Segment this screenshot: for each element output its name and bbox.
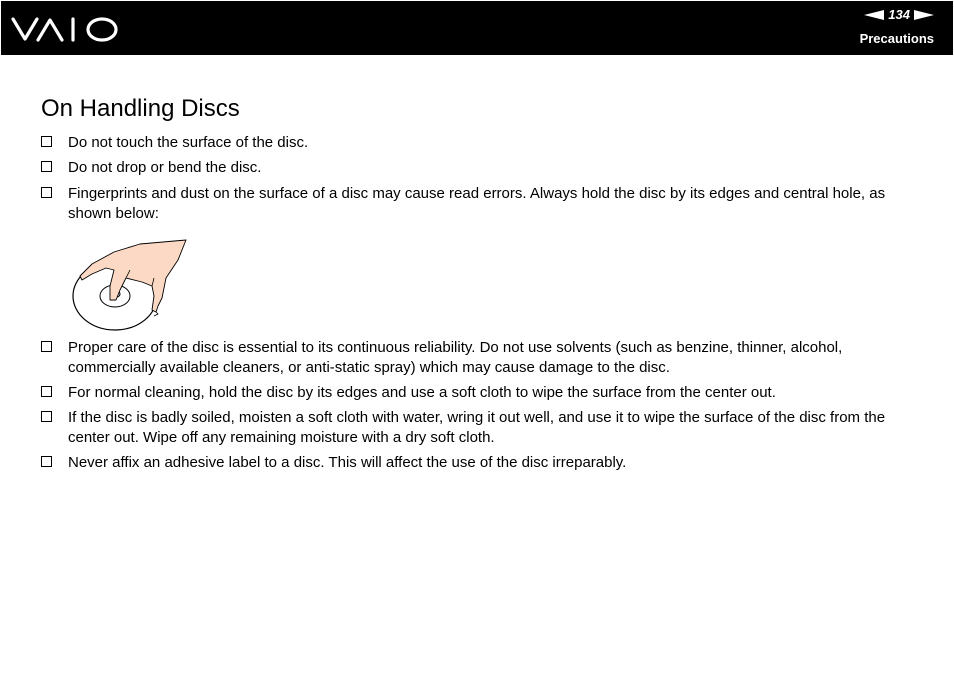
list-item (41, 158, 921, 178)
list-item-text: If the disc is badly soiled, moisten a soft cloth with water, wring it out well, and use it to wipe the surface of the disc from the center out. Wipe off any remaining moisture with a dry soft cloth. (68, 409, 886, 446)
list-item (41, 338, 921, 378)
hand-holding-disc-illustration (70, 238, 190, 334)
list-item (41, 408, 921, 448)
list-item (41, 453, 921, 473)
checkbox-bullet-icon (41, 161, 52, 172)
list-item-text: Do not touch the surface of the disc. (68, 134, 309, 151)
page-navigation (864, 7, 934, 22)
checkbox-bullet-icon (41, 411, 52, 422)
list-item-text: Proper care of the disc is essential to its continuous reliability. Do not use solvents (such as benzine, thinner, alcohol, commercially available cleaners, or anti-static spray) which may cause damage to the disc. (68, 339, 843, 376)
list-item (41, 184, 921, 224)
triangle-right-icon[interactable] (914, 10, 934, 20)
list-item (41, 133, 921, 153)
list-item-text: Fingerprints and dust on the surface of a disc may cause read errors. Always hold the disc by its edges and central hole, as shown below: (68, 185, 886, 222)
header-bar (1, 1, 953, 55)
triangle-left-icon[interactable] (864, 10, 884, 20)
checkbox-bullet-icon (41, 187, 52, 198)
checkbox-bullet-icon (41, 341, 52, 352)
page-number: 134 (888, 7, 910, 22)
vaio-logo (11, 15, 121, 43)
list-item (41, 383, 921, 403)
list-item-text: For normal cleaning, hold the disc by its edges and use a soft cloth to wipe the surface from the center out. (68, 384, 776, 401)
page-title: On Handling Discs (41, 95, 240, 122)
checkbox-bullet-icon (41, 456, 52, 467)
checkbox-bullet-icon (41, 386, 52, 397)
list-item-text: Do not drop or bend the disc. (68, 159, 262, 176)
section-title: Precautions (859, 31, 934, 46)
list-item-text: Never affix an adhesive label to a disc. This will affect the use of the disc irreparably. (68, 454, 627, 471)
checkbox-bullet-icon (41, 136, 52, 147)
